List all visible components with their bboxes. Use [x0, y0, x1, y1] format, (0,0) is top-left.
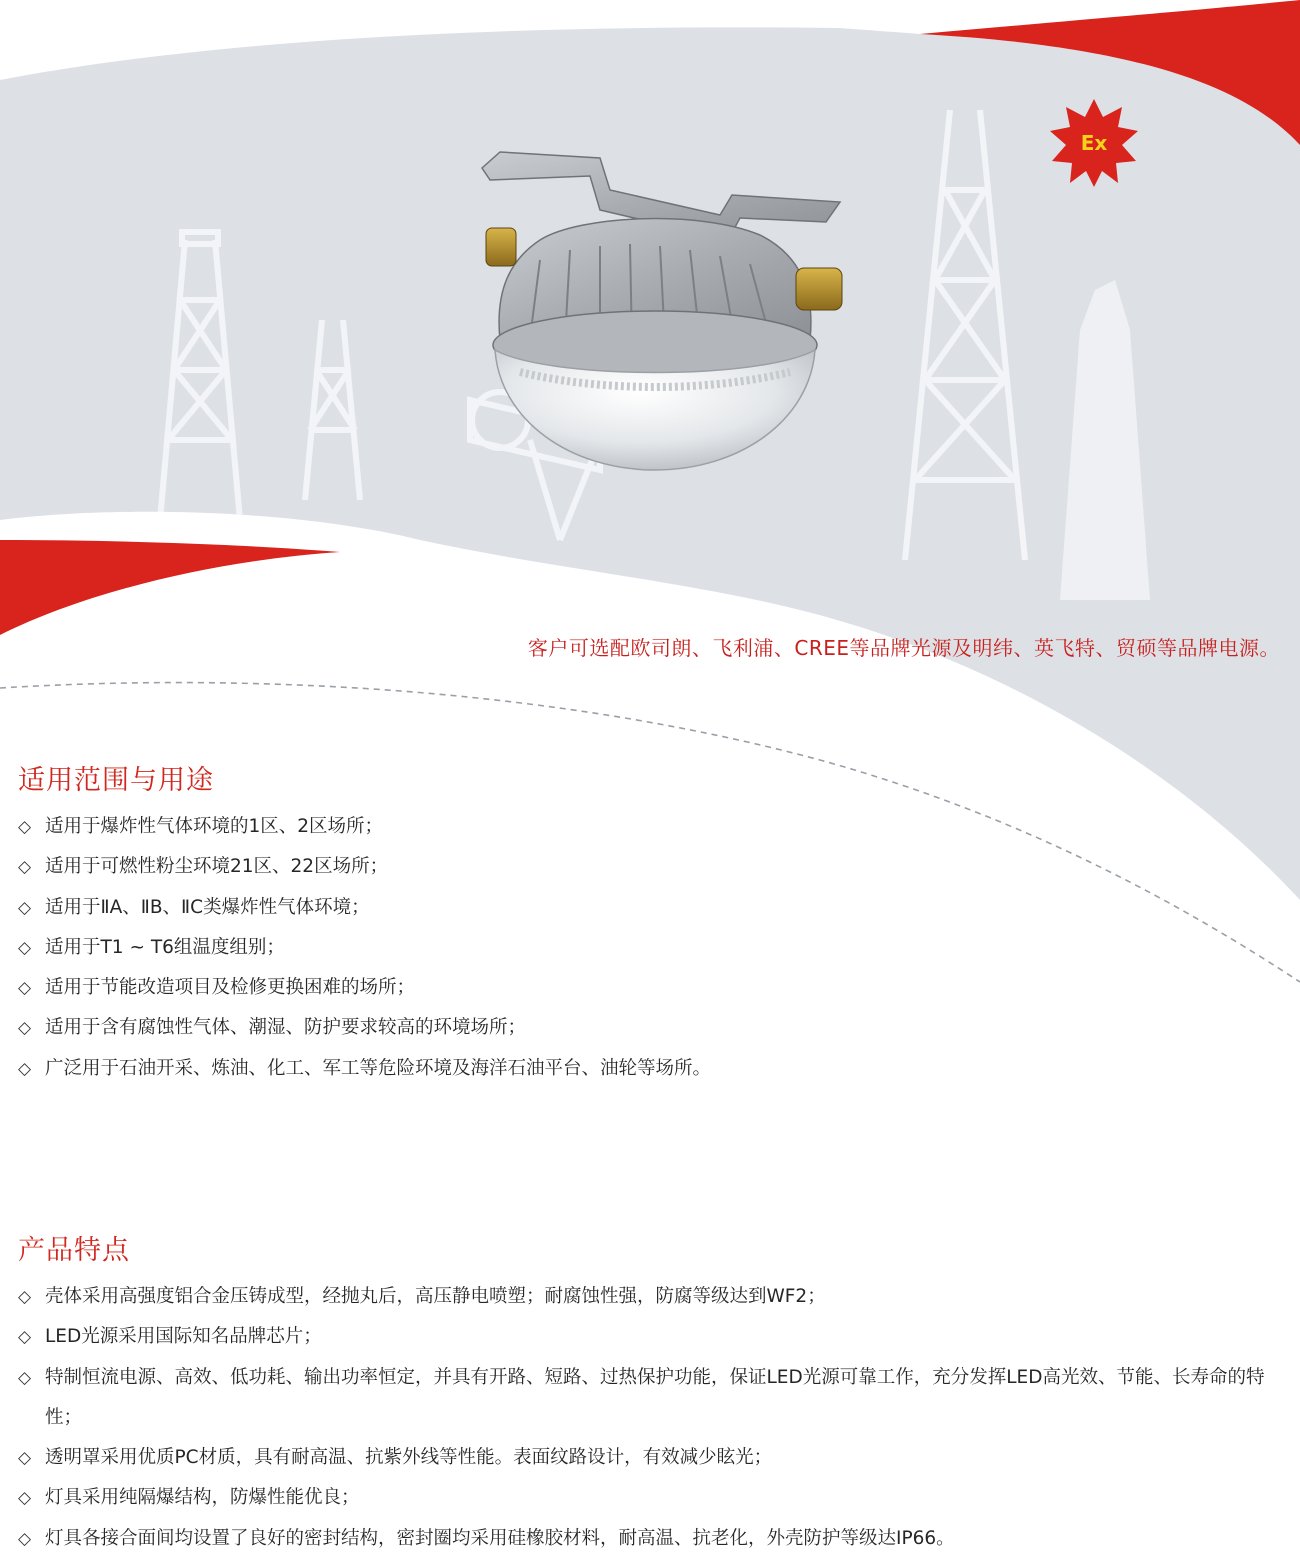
- diamond-bullet-icon: ◇: [18, 1448, 32, 1469]
- diamond-bullet-icon: ◇: [18, 937, 32, 958]
- features-section: [18, 1228, 1282, 1559]
- tagline: 客户可选配欧司朗、飞利浦、CREE等品牌光源及明纬、英飞特、贸硕等品牌电源。: [527, 636, 1280, 660]
- list-item: ◇ 广泛用于石油开采、炼油、化工、军工等危险环境及海洋石油平台、油轮等场所。: [18, 1049, 1282, 1089]
- list-item: ◇ 适用于含有腐蚀性气体、潮湿、防护要求较高的环境场所；: [18, 1008, 1282, 1048]
- list-item: ◇ 特制恒流电源、高效、低功耗、输出功率恒定，并具有开路、短路、过热保护功能，保证LED光源可靠工作，充分发挥LED高光效、节能、长寿命的特性；: [18, 1358, 1281, 1439]
- diamond-bullet-icon: ◇: [18, 1367, 32, 1388]
- list-item: ◇ 灯具各接合面间均设置了良好的密封结构，密封圈均采用硅橡胶材料，耐高温、抗老化，外壳防护等级达IP66。: [18, 1519, 1282, 1559]
- features-title: 产品特点: [18, 1235, 130, 1266]
- applications-section: [18, 758, 1282, 1089]
- applications-list: [18, 807, 1282, 1089]
- diamond-bullet-icon: ◇: [18, 1327, 32, 1348]
- list-item: ◇ 适用于ⅡA、ⅡB、ⅡC类爆炸性气体环境；: [18, 888, 1282, 928]
- diamond-bullet-icon: ◇: [18, 1488, 32, 1509]
- diamond-bullet-icon: ◇: [18, 1018, 32, 1039]
- lamp-cable-gland-left: [486, 228, 516, 266]
- list-item: ◇ LED光源采用国际知名品牌芯片；: [18, 1317, 1282, 1357]
- diamond-bullet-icon: ◇: [18, 1058, 32, 1079]
- diamond-bullet-icon: ◇: [18, 1528, 32, 1549]
- list-item: ◇ 壳体采用高强度铝合金压铸成型，经抛丸后，高压静电喷塑；耐腐蚀性强，防腐等级达到WF2；: [18, 1277, 1282, 1317]
- diamond-bullet-icon: ◇: [18, 1287, 32, 1307]
- list-item: ◇ 适用于节能改造项目及检修更换困难的场所；: [18, 968, 1282, 1008]
- ex-badge-label: Ex: [1080, 131, 1108, 155]
- lamp-cable-gland-right: [796, 268, 842, 310]
- list-item: ◇ 适用于可燃性粉尘环境21区、22区场所；: [18, 847, 1282, 887]
- list-item: ◇ 透明罩采用优质PC材质，具有耐高温、抗紫外线等性能。表面纹路设计，有效减少眩光；: [18, 1438, 1282, 1478]
- list-item: ◇ 适用于爆炸性气体环境的1区、2区场所；: [18, 807, 1282, 847]
- diamond-bullet-icon: ◇: [18, 817, 32, 837]
- list-item: ◇ 适用于T1 ~ T6组温度组别；: [18, 928, 1282, 968]
- applications-title: 适用范围与用途: [18, 765, 214, 796]
- features-list: [18, 1277, 1282, 1559]
- diamond-bullet-icon: ◇: [18, 897, 32, 918]
- diamond-bullet-icon: ◇: [18, 857, 32, 878]
- list-item: ◇ 灯具采用纯隔爆结构，防爆性能优良；: [18, 1478, 1282, 1518]
- diamond-bullet-icon: ◇: [18, 978, 32, 999]
